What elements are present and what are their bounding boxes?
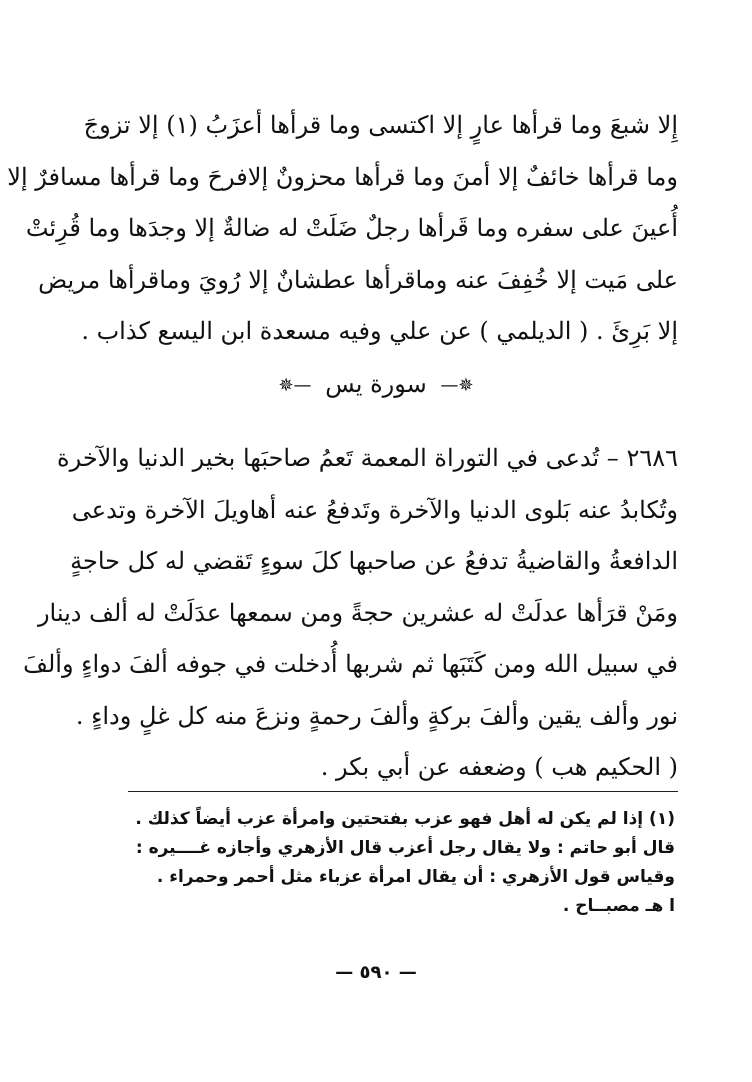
footnote-line: وقياس قول الأزهري : أن يقال امرأة عزباء مثل أحمر وحمراء . [156, 867, 675, 887]
footnotes [135, 805, 675, 921]
hadith-2686-paragraph [23, 433, 678, 794]
footnote-line: قال أبو حاتم : ولا يقال رجل أعزب قال الأزهري وأجازه غــــيره : [135, 838, 675, 858]
text-line: الدافعةُ والقاضيةُ تدفعُ عن صاحبها كلَ سوءٍ تَقضي له كل حاجةٍ [70, 547, 678, 575]
text-line: ٢٦٨٦ – تُدعى في التوراة المعمة تَعمُ صاحبَها بخير الدنيا والآخرة [57, 444, 678, 472]
text-line: على مَيت إلا خُفِفَ عنه وماقرأها عطشانٌ إلا رُويَ وماقرأها مريض [38, 265, 678, 294]
footnote-divider [128, 791, 678, 792]
footnote-line: ا هـ مصبــاح . [562, 896, 675, 916]
text-line: وما قرأها خائفٌ إلا أمنَ وما قرأها محزونٌ إلافرحَ وما قرأها مسافرٌ إلا [7, 162, 678, 191]
surah-title: سورة يس [325, 370, 427, 398]
surah-heading [0, 370, 752, 398]
text-line: نور وألف يقين وألفَ بركةٍ وألفَ رحمةٍ ونزعَ منه كل غلٍ وداءٍ . [75, 701, 678, 730]
heading-ornament-right: ✵— [440, 375, 474, 396]
hadith-text-paragraph [7, 100, 678, 358]
text-line: ومَنْ قرَأها عدلَتْ له عشرين حجةً ومن سمعها عدَلَتْ له ألف دينار [37, 598, 678, 627]
heading-ornament-left: —✵ [278, 375, 312, 396]
footnote-line: (١) إذا لم يكن له أهل فهو عزب بفتحتين وامرأة عزب أيضاً كذلك . [135, 809, 675, 829]
text-line: ( الحكيم هب ) وضعفه عن أبي بكر . [320, 753, 678, 781]
text-line: وتُكابدُ عنه بَلوى الدنيا والآخرة وتَدفعُ عنه أهاويلَ الآخرة وتدعى [71, 495, 678, 524]
text-line: في سبيل الله ومن كَتَبَها ثم شربها أُدخلت في جوفه ألفَ دواءٍ وألفَ [23, 650, 678, 678]
text-line: أُعينَ على سفره وما قَرأها رجلٌ ضَلَتْ له ضالةٌ إلا وجدَها وما قُرِئتْ [25, 214, 678, 242]
text-line: إِلا شبعَ وما قرأها عارٍ إلا اكتسى وما قرأها أعزَبُ (١) إلا تزوجَ [83, 111, 678, 139]
page-number: — ٥٩٠ — [335, 962, 417, 983]
text-line: إلا بَرِئَ . ( الديلمي ) عن علي وفيه مسعدة ابن اليسع كذاب . [81, 317, 678, 345]
